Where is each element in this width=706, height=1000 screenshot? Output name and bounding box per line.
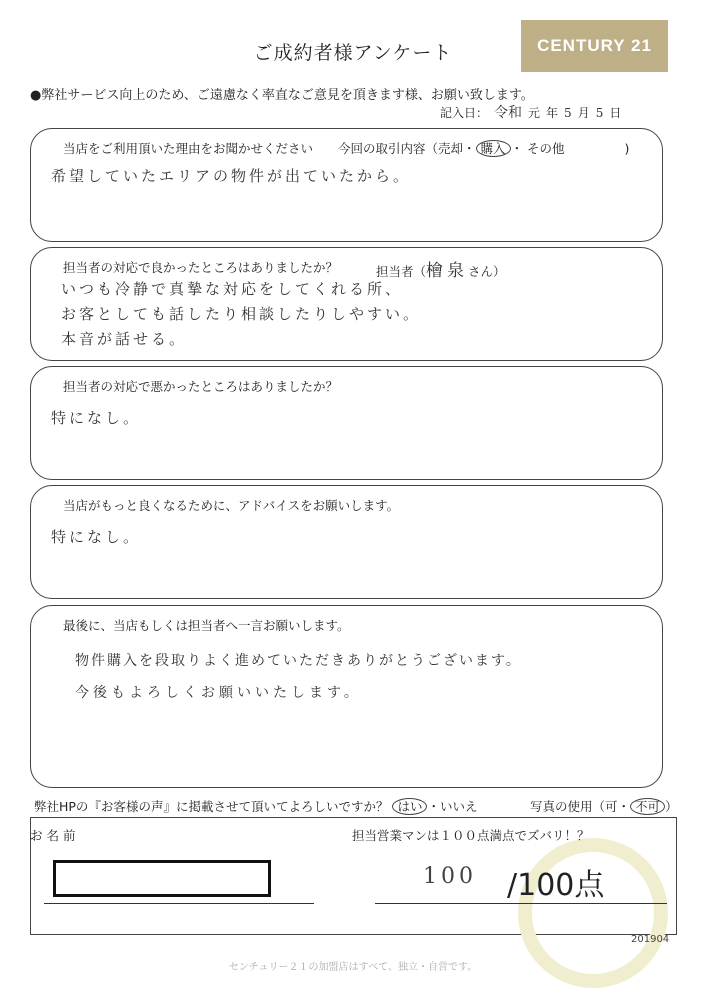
section-good-points: [30, 247, 663, 361]
transaction-buy-circled: 購入: [476, 140, 511, 157]
score-value: 100: [423, 864, 477, 889]
photo-dot: ・: [617, 799, 631, 814]
date-day: 5: [595, 106, 604, 120]
section-advice: [30, 485, 663, 599]
photo-permission: [530, 797, 678, 815]
publish-question: 弊社HPの『お客様の声』に掲載させて頂いてよろしいですか？: [34, 799, 389, 814]
publish-separator: ・: [427, 799, 440, 814]
score-underline: [375, 903, 667, 904]
photo-close: ）: [665, 799, 678, 814]
publish-no: いいえ: [439, 799, 478, 814]
photo-ng-circled: 不可: [630, 798, 665, 815]
transaction-sell: 売却: [438, 141, 464, 156]
footer-note: センチュリー２１の加盟店はすべて、独立・自営です。: [228, 962, 478, 973]
form-title: ご成約者様アンケート: [253, 42, 453, 64]
section-reason: [30, 128, 663, 242]
date-label: 記入日：: [440, 106, 489, 120]
name-underline: [44, 903, 314, 904]
publish-permission: [34, 797, 477, 815]
date-month-unit: 月: [577, 106, 590, 120]
score-total: /100点: [507, 868, 605, 903]
answer-line: 本音が話せる。: [61, 330, 188, 348]
entry-date: [440, 102, 621, 122]
date-month: 5: [564, 106, 572, 120]
transaction-label: 今回の取引内容（: [338, 141, 439, 156]
photo-ok: 可: [605, 799, 618, 814]
answer-line: 特になし。: [51, 409, 142, 427]
answer-line: 物件購入を段取りよく進めていただきありがとうございます。: [75, 653, 522, 669]
staff-label: 担当者（: [376, 264, 427, 279]
answer-line: 希望していたエリアの物件が出ていたから。: [51, 167, 412, 185]
date-year: 元: [528, 106, 541, 120]
score-label: 担当営業マンは１００点満点でズバリ！？: [352, 828, 590, 843]
question-good-points: 担当者の対応で良かったところはありましたか？: [63, 260, 339, 275]
intro-text: ●弊社サービス向上のため、ご遠慮なく率直なご意見を頂きます様、お願い致します。: [30, 88, 534, 103]
date-year-unit: 年: [546, 106, 559, 120]
question-reason: 当店をご利用頂いた理由をお聞かせください: [63, 141, 314, 156]
answer-line: 今後もよろしくお願いいたします。: [75, 685, 362, 701]
answer-line: 特になし。: [51, 528, 142, 546]
name-label: お 名 前: [30, 828, 76, 843]
question-bad-points: 担当者の対応で悪かったところはありましたか？: [63, 379, 339, 394]
answer-line: いつも冷静で真摯な対応をしてくれる所、: [61, 280, 404, 298]
transaction-type: [338, 139, 629, 157]
publish-yes-circled: はい: [392, 798, 427, 815]
question-advice: 当店がもっと良くなるために、アドバイスをお願いします。: [63, 498, 400, 513]
staff-suffix: さん）: [468, 264, 506, 279]
question-comment: 最後に、当店もしくは担当者へ一言お願いします。: [63, 618, 350, 633]
form-code: 201904: [631, 934, 670, 945]
section-comment: [30, 605, 663, 788]
transaction-close: ): [624, 141, 630, 156]
redacted-name: [53, 860, 271, 897]
staff-name-value: 檜泉: [426, 261, 469, 281]
transaction-separator: ・: [463, 141, 476, 156]
section-bad-points: [30, 366, 663, 480]
answer-line: お客としても話したり相談したりしやすい。: [61, 305, 422, 323]
date-day-unit: 日: [609, 106, 622, 120]
transaction-other: ・ その他: [510, 141, 565, 156]
century21-logo: CENTURY 21: [521, 20, 668, 72]
photo-label: 写真の使用（: [530, 799, 606, 814]
date-era: 令和: [494, 105, 523, 121]
